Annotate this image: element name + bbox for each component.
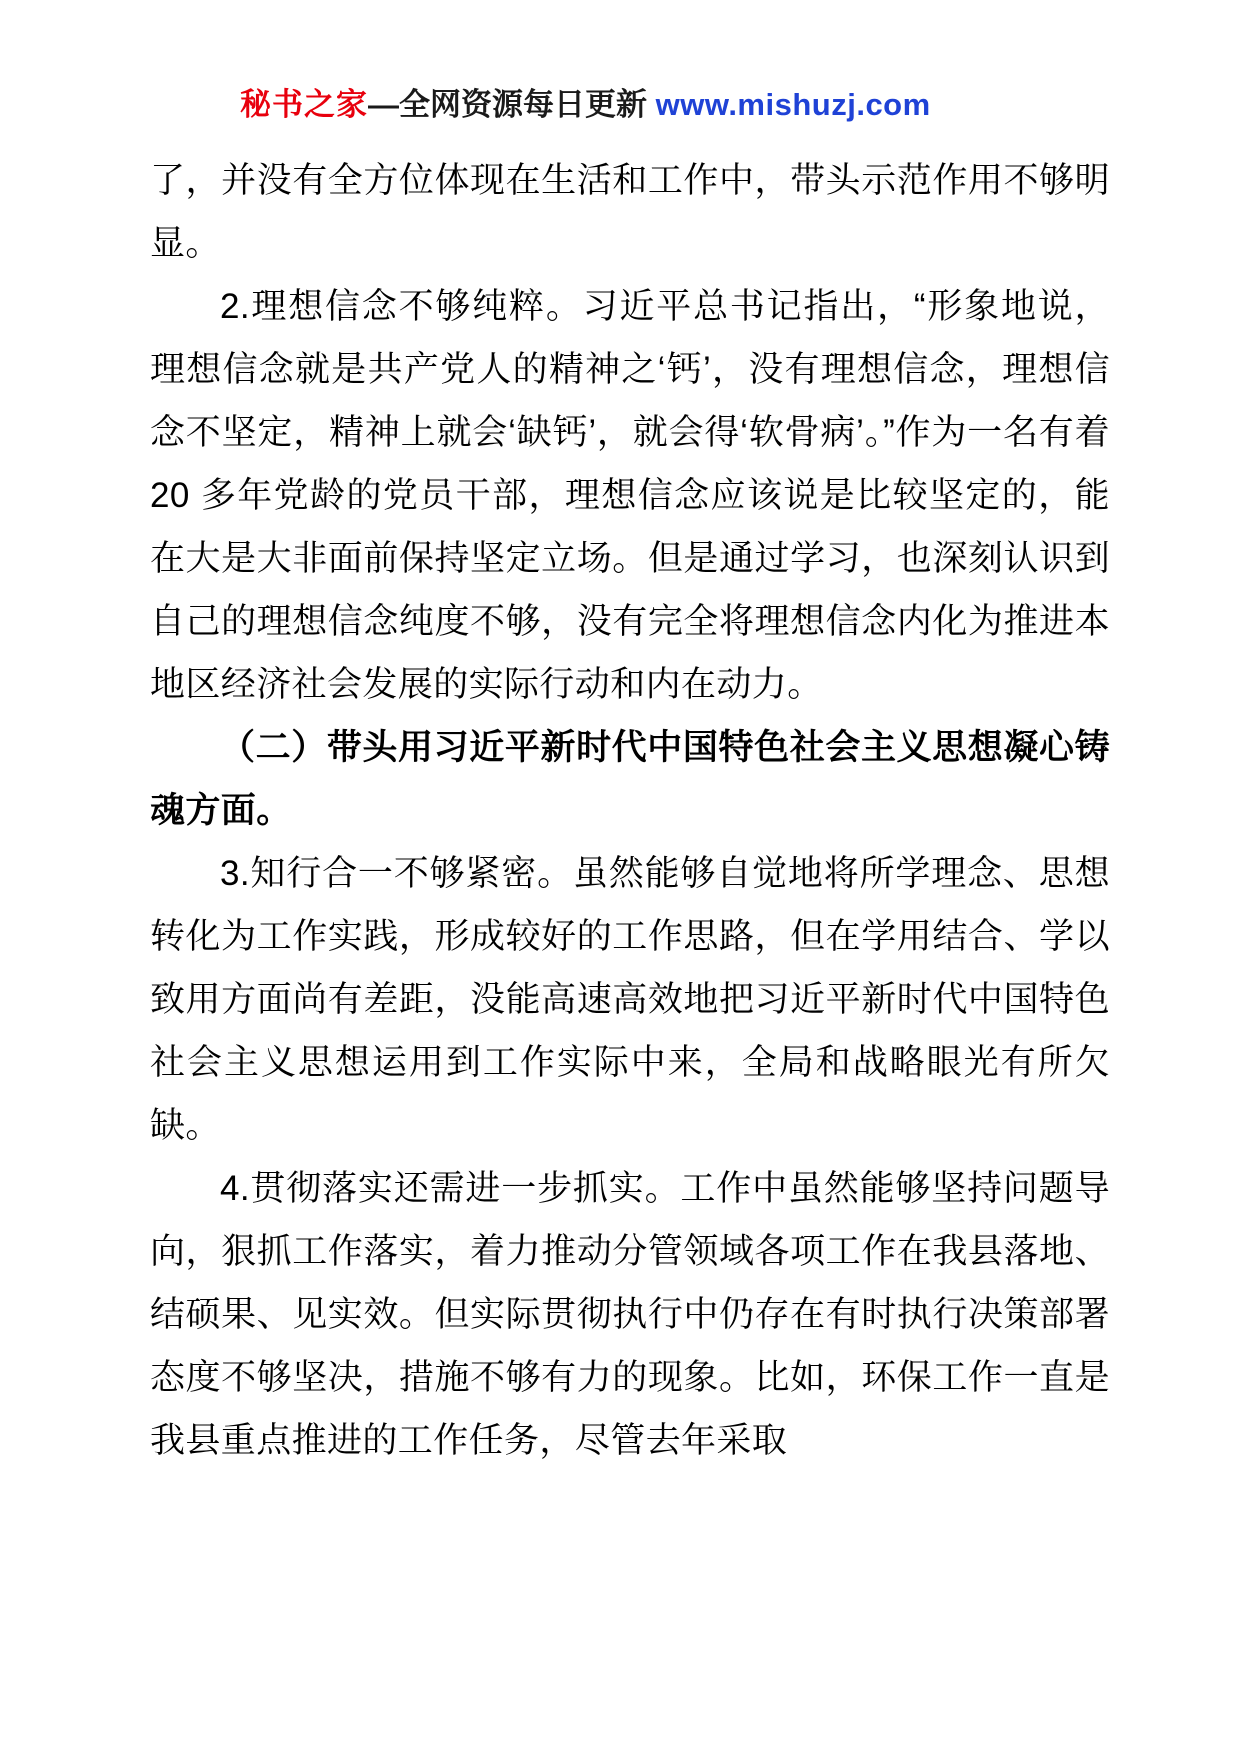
paragraph-item-3: 3.知行合一不够紧密。虽然能够自觉地将所学理念、思想转化为工作实践，形成较好的工作思路，但在学用结合、学以致用方面尚有差距，没能高速高效地把习近平新时代中国特色社会主义思想运用到工作实际中来，全局和战略眼光有所欠缺。 <box>150 854 1110 1146</box>
paragraph-continuation: 了，并没有全方位体现在生活和工作中，带头示范作用不够明显。 <box>150 161 1110 264</box>
section-heading-two: （二）带头用习近平新时代中国特色社会主义思想凝心铸魂方面。 <box>150 728 1110 831</box>
paragraph-item-2: 2.理想信念不够纯粹。习近平总书记指出，“形象地说，理想信念就是共产党人的精神之‘钙’，没有理想信念，理想信念不坚定，精神上就会‘缺钙’，就会得‘软骨病’。”作为一名有着 20 多年党龄的党员干部，理想信念应该说是比较坚定的，能在大是大非面前保持坚定立场。但是通过学习，也深刻认识到自己的理想信念纯度不够，没有完全将理想信念内化为推进本地区经济社会发展的实际行动和内在动力。 <box>150 287 1110 705</box>
watermark-tagline: —全网资源每日更新 <box>368 87 647 122</box>
paragraph-item-4: 4.贯彻落实还需进一步抓实。工作中虽然能够坚持问题导向，狠抓工作落实，着力推动分管领域各项工作在我县落地、结硕果、见实效。但实际贯彻执行中仍存在有时执行决策部署态度不够坚决，措施不够有力的现象。比如，环保工作一直是我县重点推进的工作任务，尽管去年采取 <box>150 1169 1110 1461</box>
watermark-banner <box>240 86 1110 123</box>
document-text-body <box>150 149 1110 1472</box>
watermark-brand: 秘书之家 <box>240 87 368 122</box>
watermark-url: www.mishuzj.com <box>655 87 931 122</box>
